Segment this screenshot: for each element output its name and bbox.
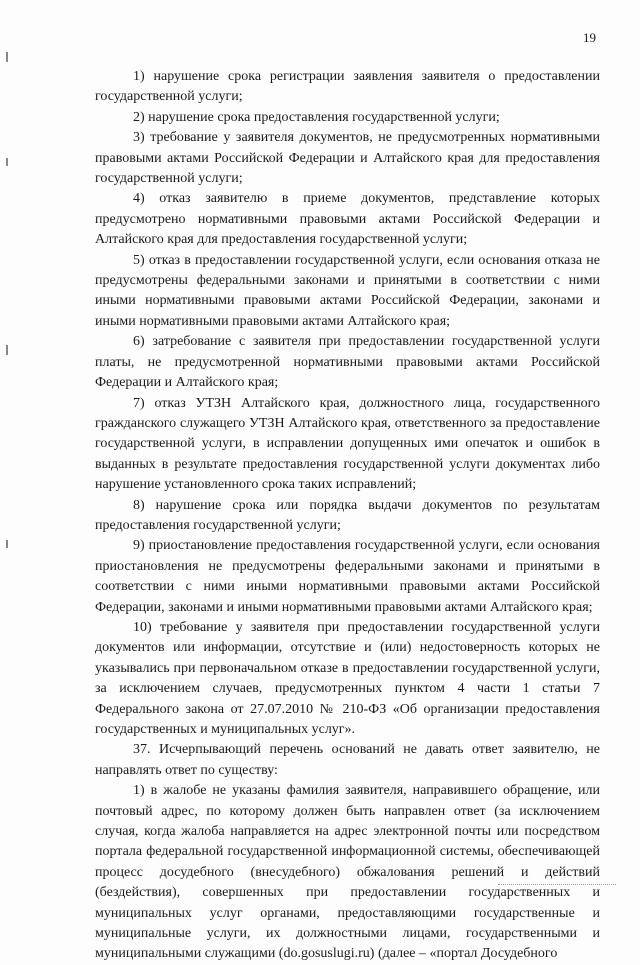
scan-edge-mark bbox=[6, 158, 8, 166]
list-item: 6) затребование с заявителя при предоставлении государственной услуги платы, не предусмотренной нормативными правовыми актами Российской Федерации и Алтайского края; bbox=[95, 334, 600, 391]
list-item: 2) нарушение срока предоставления государственной услуги; bbox=[133, 109, 500, 125]
scan-edge-mark bbox=[6, 52, 8, 62]
list-item: 5) отказ в предоставлении государственной услуги, если основания отказа не предусмотрены федеральными законами и принятыми в соответствии с ними иными нормативными правовыми актами Российской Федерации, законами и иными нормативными правовыми актами Алтайского края; bbox=[95, 252, 600, 329]
list-item: 7) отказ УТЗН Алтайского края, должностного лица, государственного гражданского служащего УТЗН Алтайского края, ответственного за предоставление государственной услуги, в исправлении допущенных ими опечаток и ошибок в выданных в результате предоставления государственной услуги документах либо нарушение установленного срока таких исправлений; bbox=[95, 395, 600, 493]
list-item: 10) требование у заявителя при предоставлении государственной услуги документов или информации, отсутствие и (или) недостоверность которых не указывались при первоначальном отказе в предоставлении государственной услуги, за исключением случаев, предусмотренных пунктом 4 части 1 статьи 7 Федерального закона от 27.07.2010 № 210-ФЗ «Об организации предоставления государственных и муниципальных услуг». bbox=[95, 619, 600, 737]
scan-bottom-dots bbox=[498, 884, 616, 885]
section-heading-paragraph: 37. Исчерпывающий перечень оснований не давать ответ заявителю, не направлять ответ по существу: bbox=[95, 742, 600, 778]
document-body bbox=[95, 67, 600, 965]
page-number: 19 bbox=[583, 30, 596, 45]
list-item: 1) нарушение срока регистрации заявления заявителя о предоставлении государственной услуги; bbox=[95, 69, 600, 105]
list-item: 4) отказ заявителю в приеме документов, представление которых предусмотрено нормативными правовыми актами Российской Федерации и Алтайского края для предоставления государственной услуги; bbox=[95, 191, 600, 248]
list-item: 1) в жалобе не указаны фамилия заявителя, направившего обращение, или почтовый адрес, по которому должен быть направлен ответ (за исключением случая, когда жалоба направляется на адрес электронной почты или посредством портала федеральной государственной информационной системы, обеспечивающей процесс досудебного (внесудебного) обжалования решений и действий (бездействия), совершенных при предоставлении государственных и муниципальных услуг органами, предоставляющими государственные и муниципальные услуги, их должностными лицами, государственными и муниципальными служащими (do.gosuslugi.ru) (далее – «портал Досудебного bbox=[95, 783, 600, 962]
list-item: 3) требование у заявителя документов, не предусмотренных нормативными правовыми актами Российской Федерации и Алтайского края для предоставления государственной услуги; bbox=[95, 130, 600, 187]
list-item: 8) нарушение срока или порядка выдачи документов по результатам предоставления государственной услуги; bbox=[95, 497, 600, 533]
scan-edge-mark bbox=[6, 345, 8, 355]
list-item: 9) приостановление предоставления государственной услуги, если основания приостановления не предусмотрены федеральными законами и принятыми в соответствии с ними иными нормативными правовыми актами Российской Федерации, законами и иными нормативными правовыми актами Алтайского края; bbox=[95, 538, 600, 615]
scan-edge-mark bbox=[6, 540, 8, 548]
